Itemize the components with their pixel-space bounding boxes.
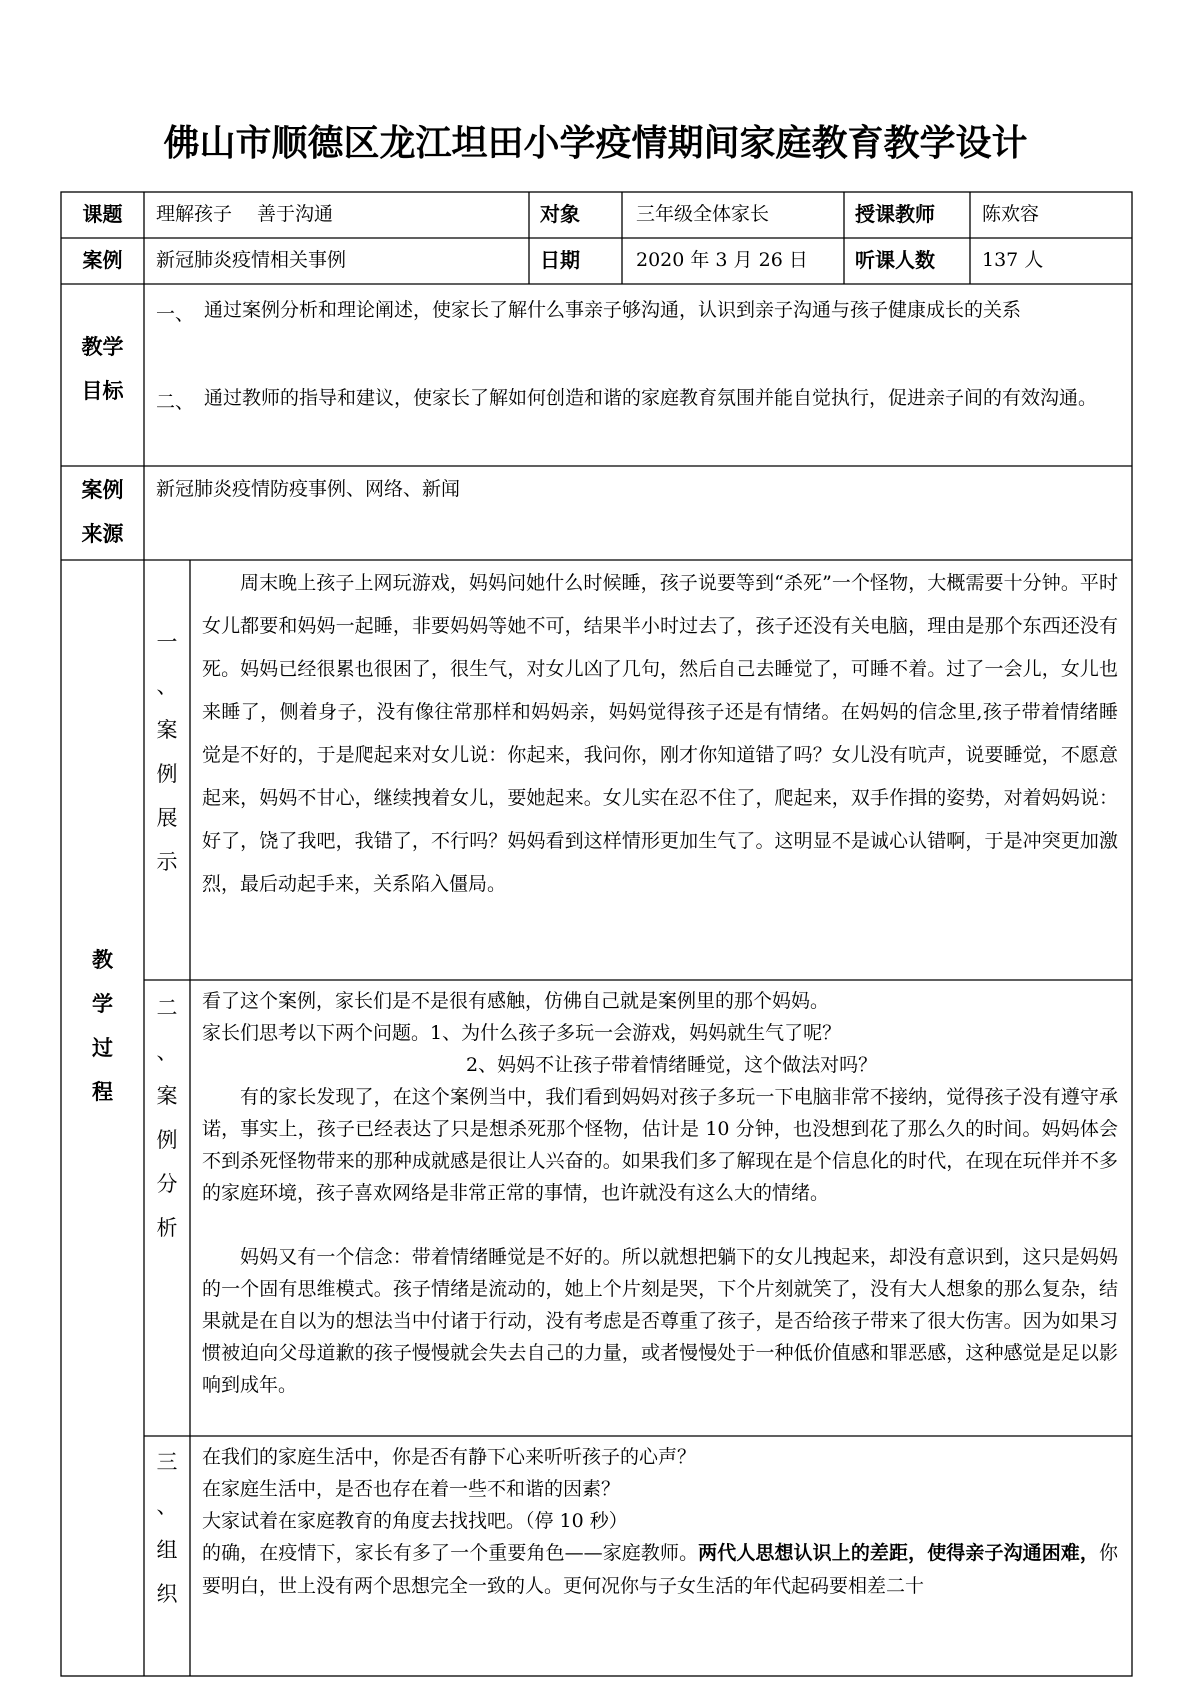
section-2-label	[144, 986, 190, 1250]
section-label-char: 展	[156, 806, 178, 830]
section-label-char: 组	[156, 1538, 178, 1562]
teacher-label: 授课教师	[855, 202, 935, 226]
audience-label: 对象	[540, 202, 580, 226]
section-3-line-2: 在家庭生活中，是否也存在着一些不和谐的因素？	[202, 1478, 621, 1500]
section-label-char: 一	[156, 630, 178, 654]
process-label-char: 教	[92, 948, 113, 972]
document-title: 佛山市顺德区龙江坦田小学疫情期间家庭教育教学设计	[163, 123, 1028, 164]
section-2-paragraph-1: 有的家长发现了，在这个案例当中，我们看到妈妈对孩子多玩一下电脑非常不接纳，觉得孩子没有遵守承诺，事实上，孩子已经表达了只是想杀死那个怪物，估计是 10 分钟，也没想到花了那么久的时间。妈妈体会不到杀死怪物带来的那种成就感是很让人兴奋的。如果我们多了解现在是个信息化的时代，在现在玩伴并不多的家庭环境，孩子喜欢网络是非常正常的事情，也许就没有这么大的情绪。	[202, 1086, 1118, 1204]
source-label	[61, 468, 144, 556]
case-value: 新冠肺炎疫情相关事例	[156, 249, 347, 271]
section-label-char: 、	[156, 1040, 178, 1064]
section-2-paragraph-2: 妈妈又有一个信念：带着情绪睡觉是不好的。所以就想把躺下的女儿拽起来，却没有意识到，这只是妈妈的一个固有思维模式。孩子情绪是流动的，她上个片刻是哭，下个片刻就笑了，没有大人想象的那么复杂，结果就是在自以为的想法当中付诸于行动，没有考虑是否尊重了孩子，是否给孩子带来了很大伤害。因为如果习惯被迫向父母道歉的孩子慢慢就会失去自己的力量，或者慢慢处于一种低价值感和罪恶感，这种感觉是足以影响到成年。	[202, 1246, 1118, 1396]
source-label-line-1: 案例	[81, 478, 124, 502]
section-2-line-3: 2、妈妈不让孩子带着情绪睡觉，这个做法对吗？	[466, 1054, 878, 1076]
section-label-char: 例	[156, 1128, 178, 1152]
source-text: 新冠肺炎疫情防疫事例、网络、新闻	[156, 478, 461, 500]
date-label: 日期	[540, 248, 580, 272]
goals-label-line-1: 教学	[81, 335, 124, 359]
section-label-char: 二	[156, 996, 178, 1020]
source-label-line-2: 来源	[81, 522, 124, 546]
case-label: 案例	[82, 248, 123, 272]
section-1-paragraph: 周末晚上孩子上网玩游戏，妈妈问她什么时候睡，孩子说要等到“杀死”一个怪物，大概需要十分钟。平时女儿都要和妈妈一起睡，非要妈妈等她不可，结果半小时过去了，孩子还没有关电脑，理由是那个东西还没有死。妈妈已经很累也很困了，很生气，对女儿凶了几句，然后自己去睡觉了，可睡不着。过了一会儿，女儿也来睡了，侧着身子，没有像往常那样和妈妈亲，妈妈觉得孩子还是有情绪。在妈妈的信念里,孩子带着情绪睡觉是不好的，于是爬起来对女儿说：你起来，我问你，刚才你知道错了吗？女儿没有吭声，说要睡觉，不愿意起来，妈妈不甘心，继续拽着女儿，要她起来。女儿实在忍不住了，爬起来，双手作揖的姿势，对着妈妈说：好了，饶了我吧，我错了，不行吗？妈妈看到这样情形更加生气了。这明显不是诚心认错啊，于是冲突更加激烈，最后动起手来，关系陷入僵局。	[202, 572, 1118, 895]
topic-value: 理解孩子 善于沟通	[156, 203, 334, 225]
section-3-paragraph-end: 你要明白，世上没有两个思想完全一致的人。更何况你与子女生活的年代起码要相差二十	[202, 1542, 1118, 1597]
section-2-line-1: 看了这个案例，家长们是不是很有感触，仿佛自己就是案例里的那个妈妈。	[202, 990, 830, 1012]
section-3-paragraph-bold: 两代人思想认识上的差距，使得亲子沟通困难，	[698, 1542, 1099, 1564]
goal-item-1	[156, 288, 1116, 376]
section-label-char: 例	[156, 762, 178, 786]
section-label-char: 案	[156, 1084, 178, 1108]
section-label-char: 案	[156, 718, 178, 742]
listeners-label: 听课人数	[855, 248, 935, 272]
section-3-paragraph-start: 的确，在疫情下，家长有多了一个重要角色——家庭教师。	[202, 1542, 699, 1564]
section-label-char: 、	[156, 1494, 178, 1518]
section-label-char: 析	[156, 1216, 178, 1240]
goal-item-2	[156, 376, 1116, 464]
section-label-char: 示	[156, 850, 178, 874]
topic-label: 课题	[82, 202, 123, 226]
goal-item-text: 通过案例分析和理论阐述，使家长了解什么事亲子够沟通，认识到亲子沟通与孩子健康成长的关系	[204, 299, 1022, 321]
section-label-char: 三	[156, 1450, 178, 1474]
listeners-value: 137 人	[982, 249, 1044, 271]
process-label-char: 程	[92, 1080, 113, 1104]
goals-label	[61, 325, 144, 413]
goals-label-line-2: 目标	[81, 379, 124, 403]
section-label-char: 、	[156, 674, 178, 698]
process-label-char: 过	[92, 1036, 113, 1060]
section-3-label	[144, 1440, 190, 1616]
process-label	[61, 938, 144, 1114]
section-3-line-3: 大家试着在家庭教育的角度去找找吧。（停 10 秒）	[202, 1510, 628, 1532]
goal-item-text: 通过教师的指导和建议，使家长了解如何创造和谐的家庭教育氛围并能自觉执行，促进亲子间的有效沟通。	[204, 387, 1098, 409]
teacher-value: 陈欢容	[982, 203, 1040, 225]
section-1-label	[144, 620, 190, 884]
goal-item-number: 二、	[156, 391, 195, 413]
section-label-char: 分	[156, 1172, 178, 1196]
date-value: 2020 年 3 月 26 日	[636, 249, 808, 271]
section-2-line-2: 家长们思考以下两个问题。1、为什么孩子多玩一会游戏，妈妈就生气了呢？	[202, 1022, 842, 1044]
section-3-paragraph	[202, 1537, 1118, 1603]
section-3-line-1: 在我们的家庭生活中，你是否有静下心来听听孩子的心声？	[202, 1446, 697, 1468]
audience-value: 三年级全体家长	[636, 203, 770, 225]
section-label-char: 织	[156, 1582, 178, 1606]
process-label-char: 学	[92, 992, 113, 1016]
goal-item-number: 一、	[156, 303, 195, 325]
